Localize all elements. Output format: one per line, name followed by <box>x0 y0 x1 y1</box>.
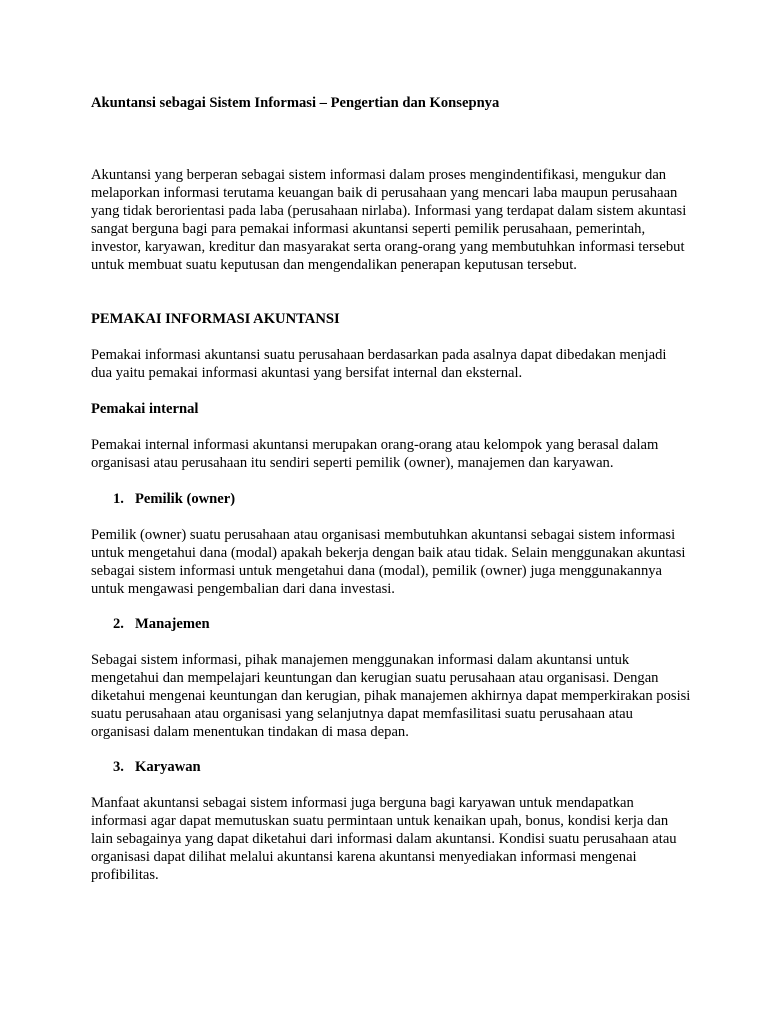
list-number: 2. <box>113 616 124 632</box>
list-number: 3. <box>113 759 124 775</box>
intro-paragraph: Akuntansi yang berperan sebagai sistem informasi dalam proses mengindentifikasi, mengukur dan melaporkan informasi terutama keuangan baik di perusahaan yang mencari laba maupun perusahaan yang tidak berorientasi pada laba (perusahaan nirlaba). Informasi yang terdapat dalam sistem akuntasi sangat berguna bagi para pemakai informasi akuntansi seperti pemilik perusahaan, pemerintah, investor, karyawan, kreditur dan masyarakat serta orang-orang yang membutuhkan informasi tersebut untuk membuat suatu keputusan dan mengendalikan penerapan keputusan tersebut. <box>91 167 687 273</box>
section-paragraph: Pemakai informasi akuntansi suatu perusahaan berdasarkan pada asalnya dapat dibedakan menjadi dua yaitu pemakai informasi akuntasi yang bersifat internal dan eksternal. <box>91 347 667 381</box>
list-heading-text: Manajemen <box>135 616 210 632</box>
list-item-heading <box>113 758 673 776</box>
document-title: Akuntansi sebagai Sistem Informasi – Pengertian dan Konsepnya <box>91 95 500 111</box>
list-item-heading <box>113 490 673 508</box>
list-item-heading <box>113 615 673 633</box>
internal-paragraph: Pemakai internal informasi akuntansi merupakan orang-orang atau kelompok yang berasal dalam organisasi atau perusahaan itu sendiri seperti pemilik (owner), manajemen dan karyawan. <box>91 437 659 471</box>
list-item-paragraph: Pemilik (owner) suatu perusahaan atau organisasi membutuhkan akuntansi sebagai sistem informasi untuk mengetahui dana (modal) apakah bekerja dengan baik atau tidak. Selain menggunakan akuntasi sebagai sistem informasi untuk mengetahui dana (modal), pemilik (owner) juga menggunakannya untuk mengawasi pengembalian dari dana investasi. <box>91 527 686 597</box>
list-item-paragraph: Manfaat akuntansi sebagai sistem informasi juga berguna bagi karyawan untuk mendapatkan informasi agar dapat memutuskan suatu permintaan untuk kenaikan upah, bonus, kondisi kerja dan lain sebagainya yang dapat diketahui dari informasi dalam akuntansi. Kondisi suatu perusahaan atau organisasi dapat dilihat melalui akuntansi karena akuntansi menyediakan informasi mengenai profibilitas. <box>91 795 677 883</box>
section-heading: PEMAKAI INFORMASI AKUNTANSI <box>91 311 340 327</box>
list-item-paragraph: Sebagai sistem informasi, pihak manajemen menggunakan informasi dalam akuntansi untuk mengetahui dan mempelajari keuntungan dan kerugian suatu perusahaan atau organisasi. Dengan diketahui mengenai keuntungan dan kerugian, pihak manajemen akhirnya dapat memperkirakan posisi suatu perusahaan atau organisasi yang selanjutnya dapat memfasilitasi suatu perusahaan atau organisasi dalam menentukan tindakan di masa depan. <box>91 652 691 740</box>
list-number: 1. <box>113 491 124 507</box>
list-heading-text: Karyawan <box>135 759 201 775</box>
subheading-internal: Pemakai internal <box>91 401 199 417</box>
list-heading-text: Pemilik (owner) <box>135 491 236 507</box>
